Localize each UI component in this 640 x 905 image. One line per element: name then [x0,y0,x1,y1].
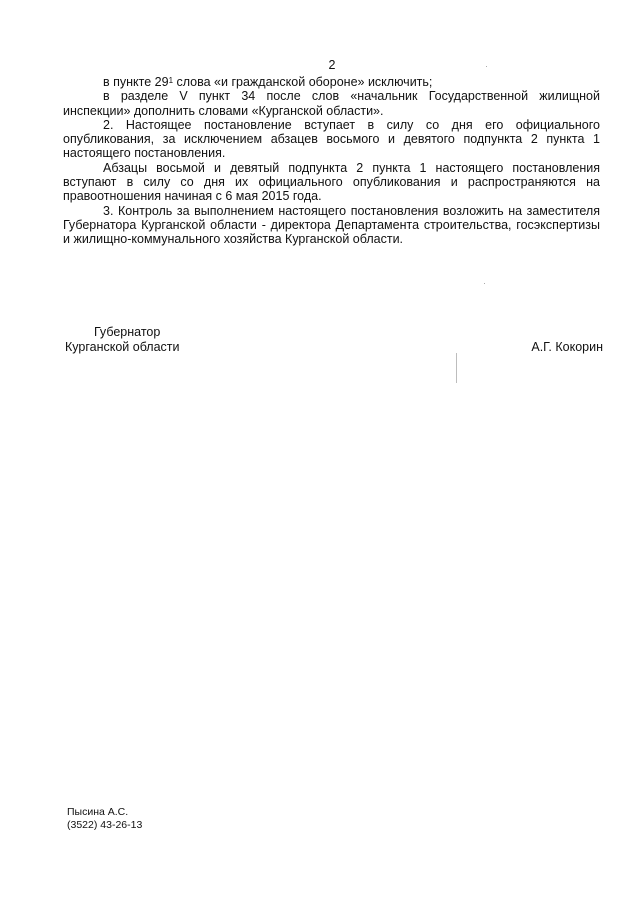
signatory-title-line-2: Курганской области [65,340,180,354]
scan-artifact-line [456,353,457,383]
paragraph-3: 2. Настоящее постановление вступает в силу со дня его официального опубликования, за исключением абзацев восьмого и девятого подпункта 2 пункта 1 настоящего постановления. [63,117,600,161]
executor-phone: (3522) 43-26-13 [67,818,143,831]
scan-artifact-dot [484,283,485,284]
page-number: 2 [328,58,336,72]
executor-name: Пысина А.С. [67,806,129,818]
paragraph-1-text: в пункте 29 [103,75,169,89]
signature-block [65,325,603,355]
paragraph-1 [63,75,600,89]
signatory-name: А.Г. Кокорин [531,340,603,354]
executor-footer [67,806,142,831]
paragraph-5: 3. Контроль за выполнением настоящего постановления возложить на заместителя Губернатора Курганской области - директора Департамента строительства, госэкспертизы и жилищно-коммунального хозяйства Курганской области. [63,203,600,247]
scan-artifact-dot [486,66,487,67]
paragraph-4: Абзацы восьмой и девятый подпункта 2 пункта 1 настоящего постановления вступают в силу со дня их официального опубликования и распространяются на правоотношения начиная с 6 мая 2015 года. [63,160,600,204]
superscript-1: 1 [168,76,174,85]
paragraph-2: в разделе V пункт 34 после слов «начальник Государственной жилищной инспекции» дополнить словами «Курганской области». [63,89,600,118]
signatory-title-line-1: Губернатор [94,325,161,339]
signature-row [65,340,603,355]
body-text [63,75,600,247]
paragraph-1-text-cont: слова «и гражданской обороне» исключить; [173,75,433,89]
